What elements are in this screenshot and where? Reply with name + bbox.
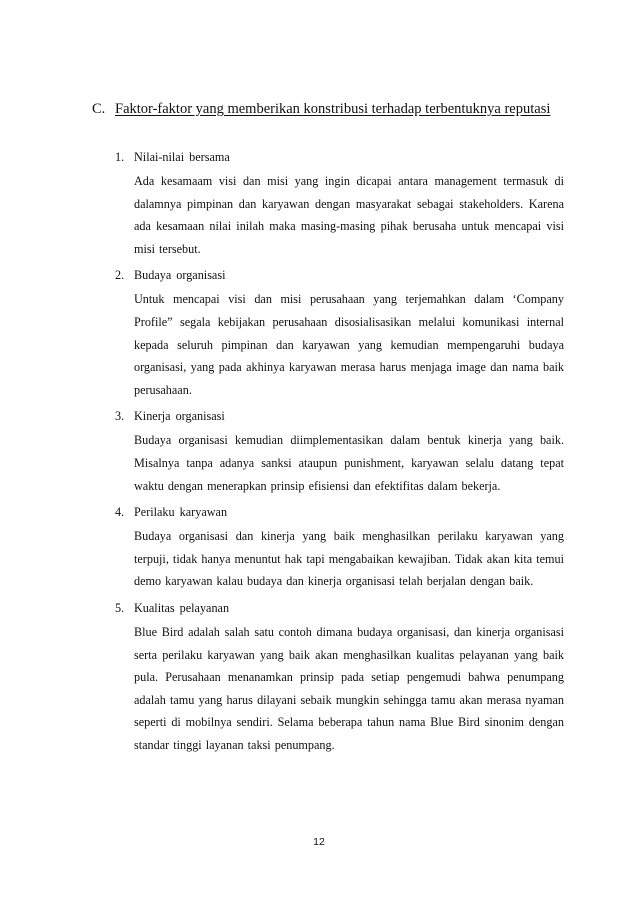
list-item (115, 265, 564, 401)
list-item-header (115, 406, 564, 426)
list-item (115, 406, 564, 497)
list-item-body: Budaya organisasi dan kinerja yang baik menghasilkan perilaku karyawan yang terpuji, tidak hanya menuntut hak tapi mengabaikan kewajiban. Tidak akan kita temui demo karyawan kalau budaya dan kinerja organisasi telah berjalan dengan baik. (134, 529, 564, 589)
list-item-title: Perilaku karyawan (134, 505, 228, 520)
list-item (115, 598, 564, 757)
section-letter: C. (92, 101, 106, 117)
list-item-title: Nilai-nilai bersama (134, 150, 230, 164)
factor-list (115, 147, 564, 761)
list-item-body: Untuk mencapai visi dan misi perusahaan yang terjemahkan dalam ‘Company Profile” segala kebijakan perusahaan disosialisasikan melalui komunikasi internal kepada seluruh pimpinan dan karyawan yang kemudian mempengaruhi budaya organisasi, yang pada akhinya karyawan merasa harus menjaga image dan nama baik perusahaan. (134, 292, 564, 397)
list-item-header (115, 502, 564, 522)
list-item-header (115, 265, 564, 285)
section-title: Faktor-faktor yang memberikan konstribusi terhadap terbentuknya reputasi (115, 101, 551, 117)
list-item (115, 502, 564, 593)
list-item-number: 3. (115, 409, 125, 424)
list-item-number: 4. (115, 505, 125, 520)
list-item-body: Ada kesamaam visi dan misi yang ingin dicapai antara management termasuk di dalamnya pimpinan dan karyawan dengan masyarakat sebagai stakeholders. Karena ada kesamaan nilai inilah maka masing-masing pihak berusaha untuk mencapai visi misi tersebut. (134, 174, 564, 256)
list-item-number: 2. (115, 268, 125, 283)
list-item-title: Kualitas pelayanan (134, 600, 230, 615)
list-item (115, 147, 564, 260)
list-item-number: 1. (115, 150, 125, 164)
list-item-header (115, 598, 564, 618)
list-item-title: Kinerja organisasi (134, 409, 225, 424)
list-item-number: 5. (115, 600, 125, 615)
list-item-body: Budaya organisasi kemudian diimplementasikan dalam bentuk kinerja yang baik. Misalnya tanpa adanya sanksi ataupun punishment, karyawan selalu datang tepat waktu dengan menerapkan prinsip efisiensi dan efektifitas dalam bekerja. (134, 433, 564, 493)
section-heading (92, 98, 564, 121)
list-item-body: Blue Bird adalah salah satu contoh dimana budaya organisasi, dan kinerja organisasi serta perilaku karyawan yang baik akan menghasilkan kualitas pelayanan yang baik pula. Perusahaan menanamkan prinsip pada setiap pengemudi bahwa penumpang adalah tamu yang harus dilayani sebaik mungkin sehingga tamu akan merasa nyaman seperti di mobilnya sendiri. Selama beberapa tahun nama Blue Bird sinonim dengan standar tinggi layanan taksi penumpang. (134, 624, 564, 752)
list-item-title: Budaya organisasi (134, 268, 226, 283)
page-number: 12 (313, 836, 325, 848)
list-item-header (115, 147, 564, 167)
